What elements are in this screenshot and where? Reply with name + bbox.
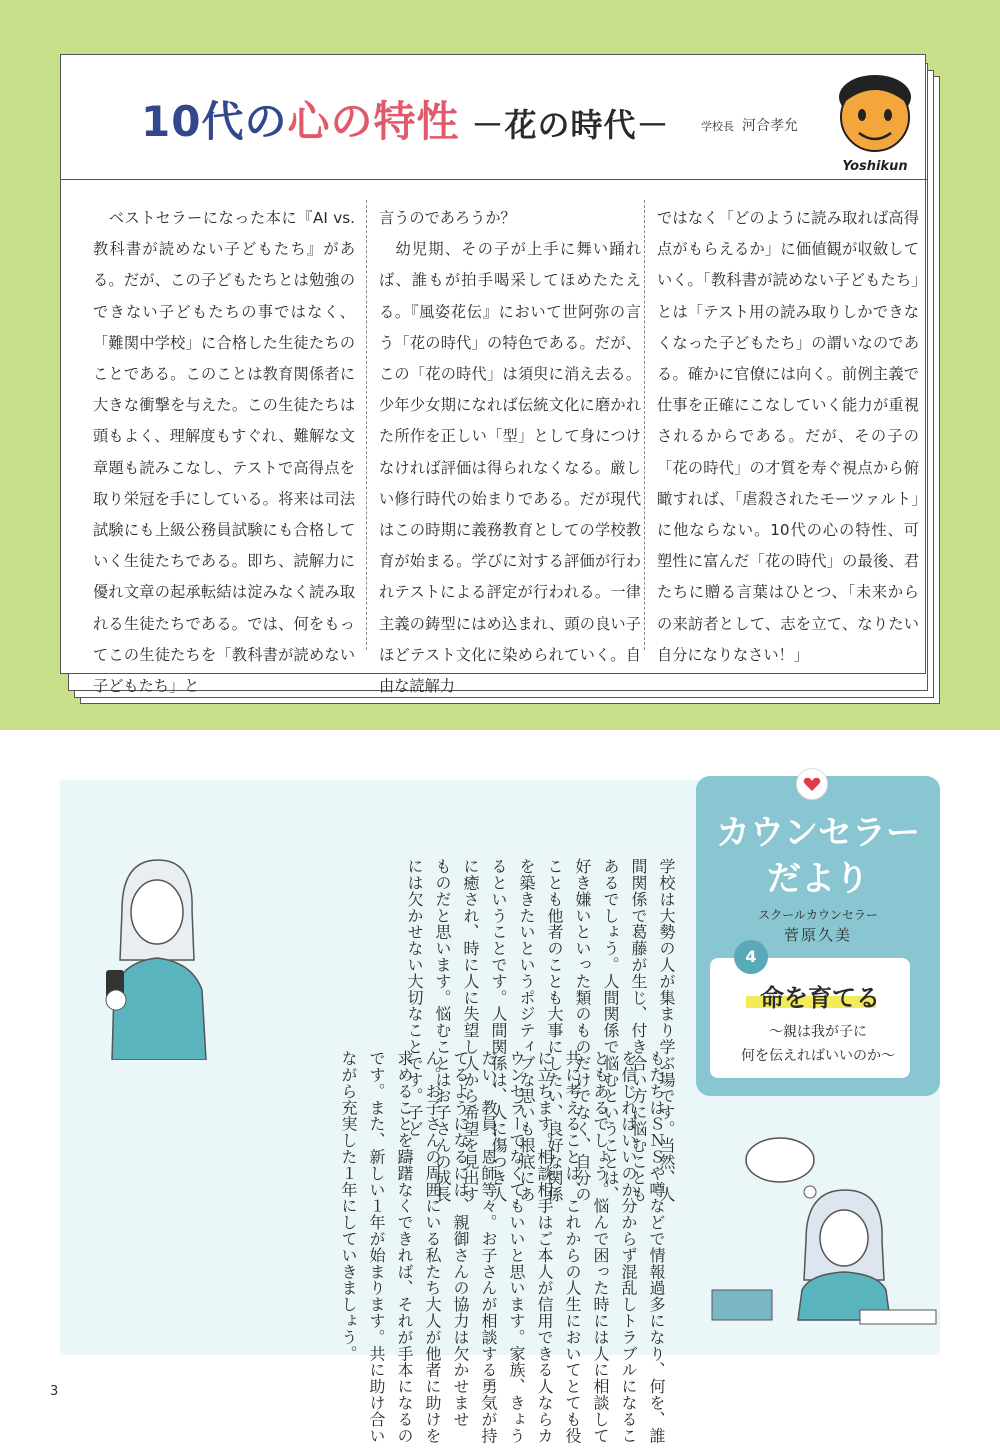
counselor-text-part-2: もたちはＳＮＳや噂などで情報過多になり、何を、誰を信じればいいのか分からず混乱しトラブルになることもあるでしょう。悩んで困った時には人に相談して共に考えることは、これからの人生においてとても役に立ちます。相談相手はご本人が信用できる人ならカウンセラーでなくてもいいと思います。家族、きょうだい、教員、恩師等々。お子さんが相談する勇気が持てるようになるには、親御さんの協力は欠かせません。お子さんの周囲にいる私たち大人が他者に助けを求めることを躊躇なくできれば、それが手本になるのです。また、新しい１年が始まります。共に助け合いながら充実した１年にしていきましょう。 (339, 1050, 666, 1444)
column-divider (644, 200, 645, 650)
counselor-text-part-1: 学校は大勢の人が集まり学ぶ場です。当然、人間関係で葛藤が生じ、付き合い方に悩むこともあるでしょう。人間関係で悩むということは、好き嫌いといった類のものだけでなく、自分のことも他者のことも大事にしたい、良好な関係を築きたいというポジティブな思いも根底にあるということです。人間関係は、人に傷つき人に癒され、時に人に失望し人から希望を見出すものだと思います。悩むことはお子さんの成長には欠かせない大切なことです。子ど (405, 858, 676, 1203)
page-number: 3 (50, 1384, 59, 1399)
article-paper-stack (60, 54, 940, 704)
article-title (141, 89, 669, 149)
article-column-3: ではなく「どのように読み取れば高得点がもらえるか」に価値観が収斂していく。「教科書が読めない子どもたち」とは「テスト用の読み取りしかできなくなった子どもたち」の謂いなのである。確かに官僚には向く。前例主義で仕事を正確にこなしていく能力が重視されるからである。だが、その子の「花の時代」の才質を寿ぐ視点から俯瞰すれば、「虐殺されたモーツァルト」に他ならない。10代の心の特性、可塑性に富んだ「花の時代」の最後、君たちに贈る言葉はひとつ、「未来からの来訪者として、志を立て、なりたい自分になりなさい！」 (657, 209, 919, 664)
author-name: 河合孝允 (742, 118, 798, 134)
theme-title: 命を育てる (760, 983, 880, 1012)
article-column-2: 言うのであろうか？ 幼児期、その子が上手に舞い踊れば、誰もが拍手喝采してほめたたえる。『風姿花伝』において世阿弥の言う「花の時代」の特色である。だが、この「花の時代」は須臾に消え去る。少年少女期になれば伝統文化に磨かれた所作を正しい「型」として身につけなければ評価は得られなくなる。厳しい修行時代の始まりである。だが現代はこの時期に義務教育としての学校教育が始まる。学びに対する評価が行われテストによる評定が行われる。一律主義の鋳型にはめ込まれ、頭の良い子ほどテスト文化に染められていく。自由な読解力 (379, 209, 641, 696)
title-part-1: 10代の (141, 97, 288, 146)
author-role: 学校長 (701, 120, 734, 133)
article-column-1: ベストセラーになった本に『AI vs.教科書が読めない子どもたち』がある。だが、この子どもたちとは勉強のできない子どもたちの事ではなく、「難関中学校」に合格した生徒たちのことである。このことは教育関係者に大きな衝撃を与えた。この生徒たちは頭もよく、理解度もすぐれ、難解な文章題も読みこなし、テストで高得点を取り栄冠を手にしている。将来は司法試験にも上級公務員試験にも合格していく生徒たちである。即ち、読解力に優れ文章の起承転結は淀みなく読み取れる生徒たちである。では、何をもってこの生徒たちを「教科書が読めない子どもたち」と (93, 209, 355, 696)
woman-with-phone-illustration (92, 850, 222, 1060)
column-divider (366, 200, 367, 650)
heart-icon (796, 768, 828, 800)
counselor-name: 菅原久美 (783, 926, 852, 944)
title-part-2: 心の特性 (287, 97, 460, 146)
theme-subtitle: ～親は我が子に 何を伝えればいいのか～ (741, 1024, 895, 1064)
author (701, 115, 798, 135)
card-title: カウンセラー だより (716, 813, 920, 899)
issue-number-badge: 4 (734, 940, 768, 974)
student-thinking-illustration (710, 1130, 940, 1330)
mascot-icon (829, 67, 921, 175)
article-header (61, 55, 927, 180)
title-subtitle: －花の時代－ (471, 106, 670, 144)
counselor-role: スクールカウンセラー (758, 908, 878, 922)
article-sheet (60, 54, 926, 696)
mascot-label: Yoshikun (842, 159, 908, 174)
